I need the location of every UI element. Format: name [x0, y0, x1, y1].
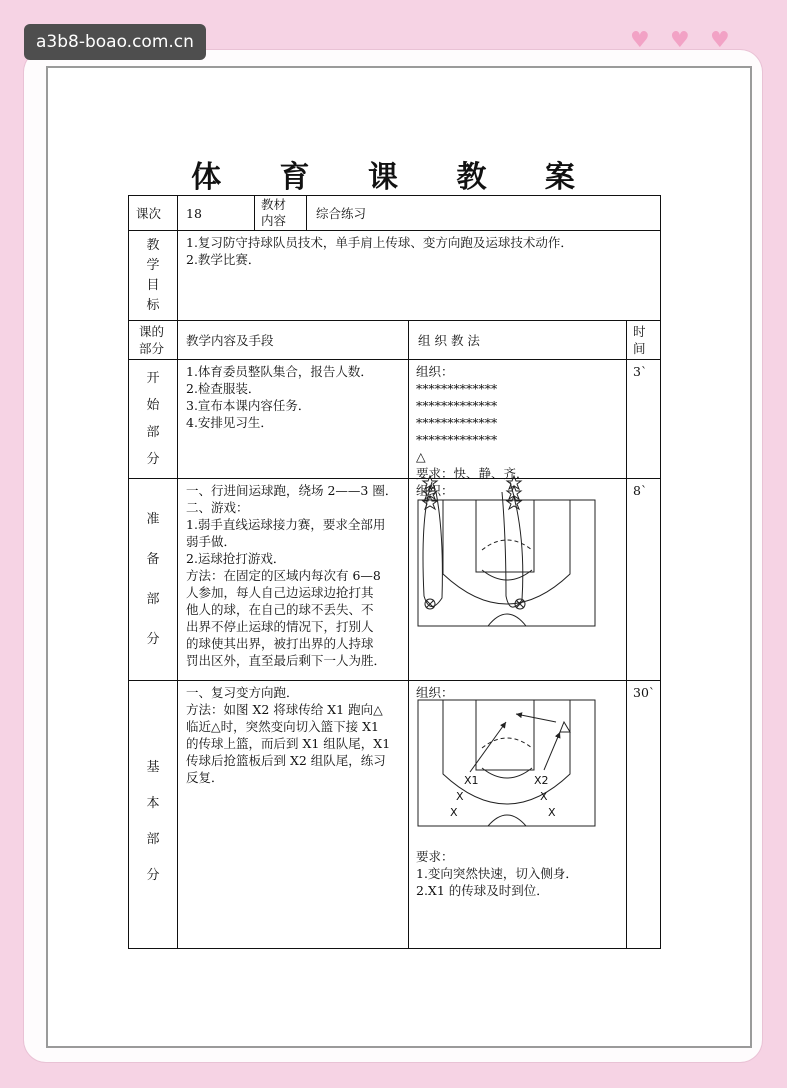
material-label: 教材内容	[261, 197, 287, 228]
part-prep: 准备部分	[146, 512, 160, 647]
org-line: *************	[416, 432, 498, 447]
content-line: 4.安排见习生．	[186, 415, 273, 430]
goals-list	[186, 234, 573, 268]
teacher-triangle: △	[416, 449, 426, 464]
heart-icon: ♥	[670, 28, 690, 53]
content-line: 方法：在固定的区域内每次有 6—8	[186, 568, 381, 583]
req-line: 1.变向突然快速，切入侧身．	[416, 866, 578, 881]
court-diagram-basic	[410, 696, 610, 832]
watermark: a3b8-boao.com.cn	[24, 24, 206, 60]
page-title: 体 育 课 教 案	[191, 160, 599, 195]
time-start: 3`	[633, 364, 648, 379]
content-line: 1.弱手直线运球接力赛，要求全部用	[186, 517, 386, 532]
lesson-label: 课次	[136, 206, 162, 221]
content-line: 反复．	[186, 770, 224, 785]
org-line: *************	[416, 381, 498, 396]
org-line: *************	[416, 398, 498, 413]
material-value: 综合练习	[316, 206, 367, 221]
content-line: 的传球上篮，而后到 X1 组队尾，X1	[186, 736, 391, 751]
time-basic: 30`	[633, 685, 656, 700]
content-line: 3.宣布本课内容任务．	[186, 398, 311, 413]
goal-line: 1.复习防守持球队员技术，单手肩上传球、变方向跑及运球技术动作．	[186, 235, 573, 250]
content-line: 1.体育委员整队集合，报告人数．	[186, 364, 373, 379]
content-line: 2.运球抢打游戏．	[186, 551, 286, 566]
content-line: 他人的球，在自己的球不丢失、不	[186, 602, 374, 617]
req-line: 要求：	[416, 849, 454, 864]
req-line: 2.X1 的传球及时到位．	[416, 883, 549, 898]
hearts-decoration	[630, 30, 740, 52]
heart-icon: ♥	[710, 28, 730, 53]
player-x: X	[540, 790, 548, 803]
basic-requirements	[416, 848, 578, 899]
content-line: 人参加，每人自己边运球边抢打其	[186, 585, 374, 600]
heart-icon: ♥	[630, 28, 650, 53]
player-x2: X2	[534, 774, 549, 787]
part-basic: 基本部分	[146, 760, 160, 883]
content-line: 方法：如图 X2 将球传给 X1 跑向△	[186, 702, 383, 717]
col-content: 教学内容及手段	[186, 333, 274, 348]
time-prep: 8`	[633, 483, 648, 498]
basic-org-label: 组织：	[416, 685, 454, 700]
player-x1: X1	[464, 774, 479, 787]
content-line: 的球使其出界，被打出界的人持球	[186, 636, 374, 651]
player-x: X	[548, 806, 556, 819]
content-line: 罚出区外，直至最后剩下一人为胜．	[186, 653, 387, 668]
player-x: X	[456, 790, 464, 803]
lesson-value: 18	[186, 206, 202, 221]
content-line: 出界不停止运球的情况下，打别人	[186, 619, 374, 634]
content-line: 临近△时，突然变向切入篮下接 X1	[186, 719, 379, 734]
content-line: 一、复习变方向跑．	[186, 685, 299, 700]
col-org: 组 织 教 法	[418, 333, 480, 348]
col-part: 课的部分	[139, 324, 165, 356]
content-line: 传球后抢篮板后到 X2 组队尾，练习	[186, 753, 386, 768]
start-content	[186, 363, 373, 431]
org-line: *************	[416, 415, 498, 430]
content-line: 一、行进间运球跑，绕场 2——3 圈．	[186, 483, 398, 498]
content-line: 二、游戏：	[186, 500, 249, 515]
goals-label: 教学目标	[146, 238, 160, 313]
player-x: X	[450, 806, 458, 819]
goal-line: 2.教学比赛．	[186, 252, 261, 267]
content-line: 2.检查服装．	[186, 381, 261, 396]
basic-content	[186, 684, 390, 786]
prep-content	[186, 482, 397, 669]
prep-org-label: 组织：	[416, 483, 454, 498]
col-time: 时间	[633, 324, 646, 356]
content-line: 弱手做．	[186, 534, 237, 549]
org-line: 要求：快、静、齐．	[416, 466, 529, 481]
part-start: 开始部分	[146, 371, 160, 467]
org-line: 组织：	[416, 364, 454, 379]
start-org	[416, 363, 529, 482]
court-diagram-prep	[410, 474, 610, 634]
